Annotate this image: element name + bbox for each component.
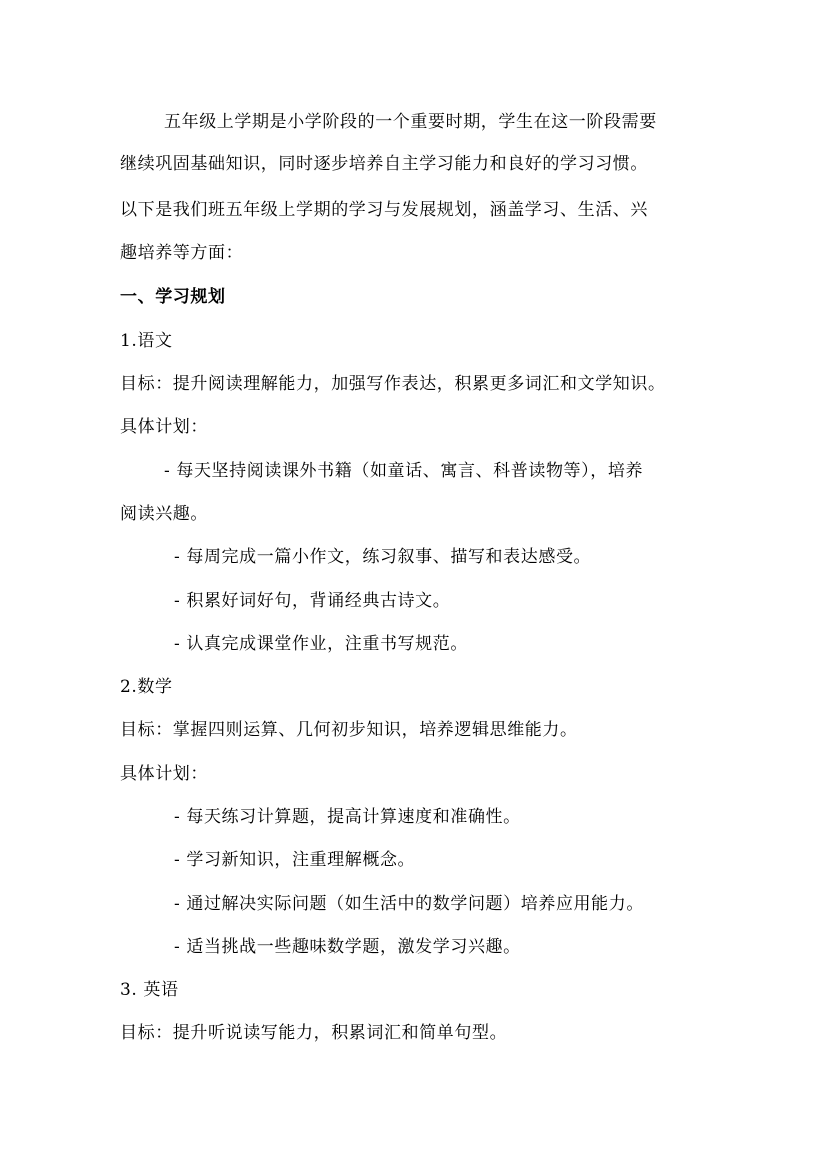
chinese-plan-item-2: - 每周完成一篇小作文，练习叙事、描写和表达感受。 [174,547,592,567]
math-plan-item-1: - 每天练习计算题，提高计算速度和准确性。 [174,807,521,827]
math-plan-item-4: - 适当挑战一些趣味数学题，激发学习兴趣。 [174,937,521,957]
math-plan-item-3: - 通过解决实际问题（如生活中的数学问题）培养应用能力。 [174,894,644,914]
intro-line-2: 继续巩固基础知识，同时逐步培养自主学习能力和良好的学习习惯。 [120,154,648,174]
chinese-plan-item-1-cont: 阅读兴趣。 [120,504,208,524]
intro-line-1: 五年级上学期是小学阶段的一个重要时期，学生在这一阶段需要 [164,112,657,132]
subject-title-english: 3. 英语 [120,980,179,1000]
chinese-plan-item-1: - 每天坚持阅读课外书籍（如童话、寓言、科普读物等），培养 [164,461,644,481]
chinese-plan-item-4: - 认真完成课堂作业，注重书写规范。 [174,634,468,654]
section-heading-study-plan: 一、学习规划 [120,287,226,307]
subject-title-chinese: 1.语文 [120,331,173,351]
math-goal: 目标：掌握四则运算、几何初步知识，培养逻辑思维能力。 [120,720,578,740]
chinese-goal: 目标：提升阅读理解能力，加强写作表达，积累更多词汇和文学知识。 [120,374,666,394]
chinese-plan-label: 具体计划： [120,417,208,437]
english-goal: 目标：提升听说读写能力，积累词汇和简单句型。 [120,1023,508,1043]
chinese-plan-item-3: - 积累好词好句，背诵经典古诗文。 [174,591,451,611]
intro-line-4: 趣培养等方面： [120,243,244,263]
intro-line-3: 以下是我们班五年级上学期的学习与发展规划，涵盖学习、生活、兴 [120,200,648,220]
subject-title-math: 2.数学 [120,677,173,697]
math-plan-label: 具体计划： [120,764,208,784]
math-plan-item-2: - 学习新知识，注重理解概念。 [174,850,416,870]
